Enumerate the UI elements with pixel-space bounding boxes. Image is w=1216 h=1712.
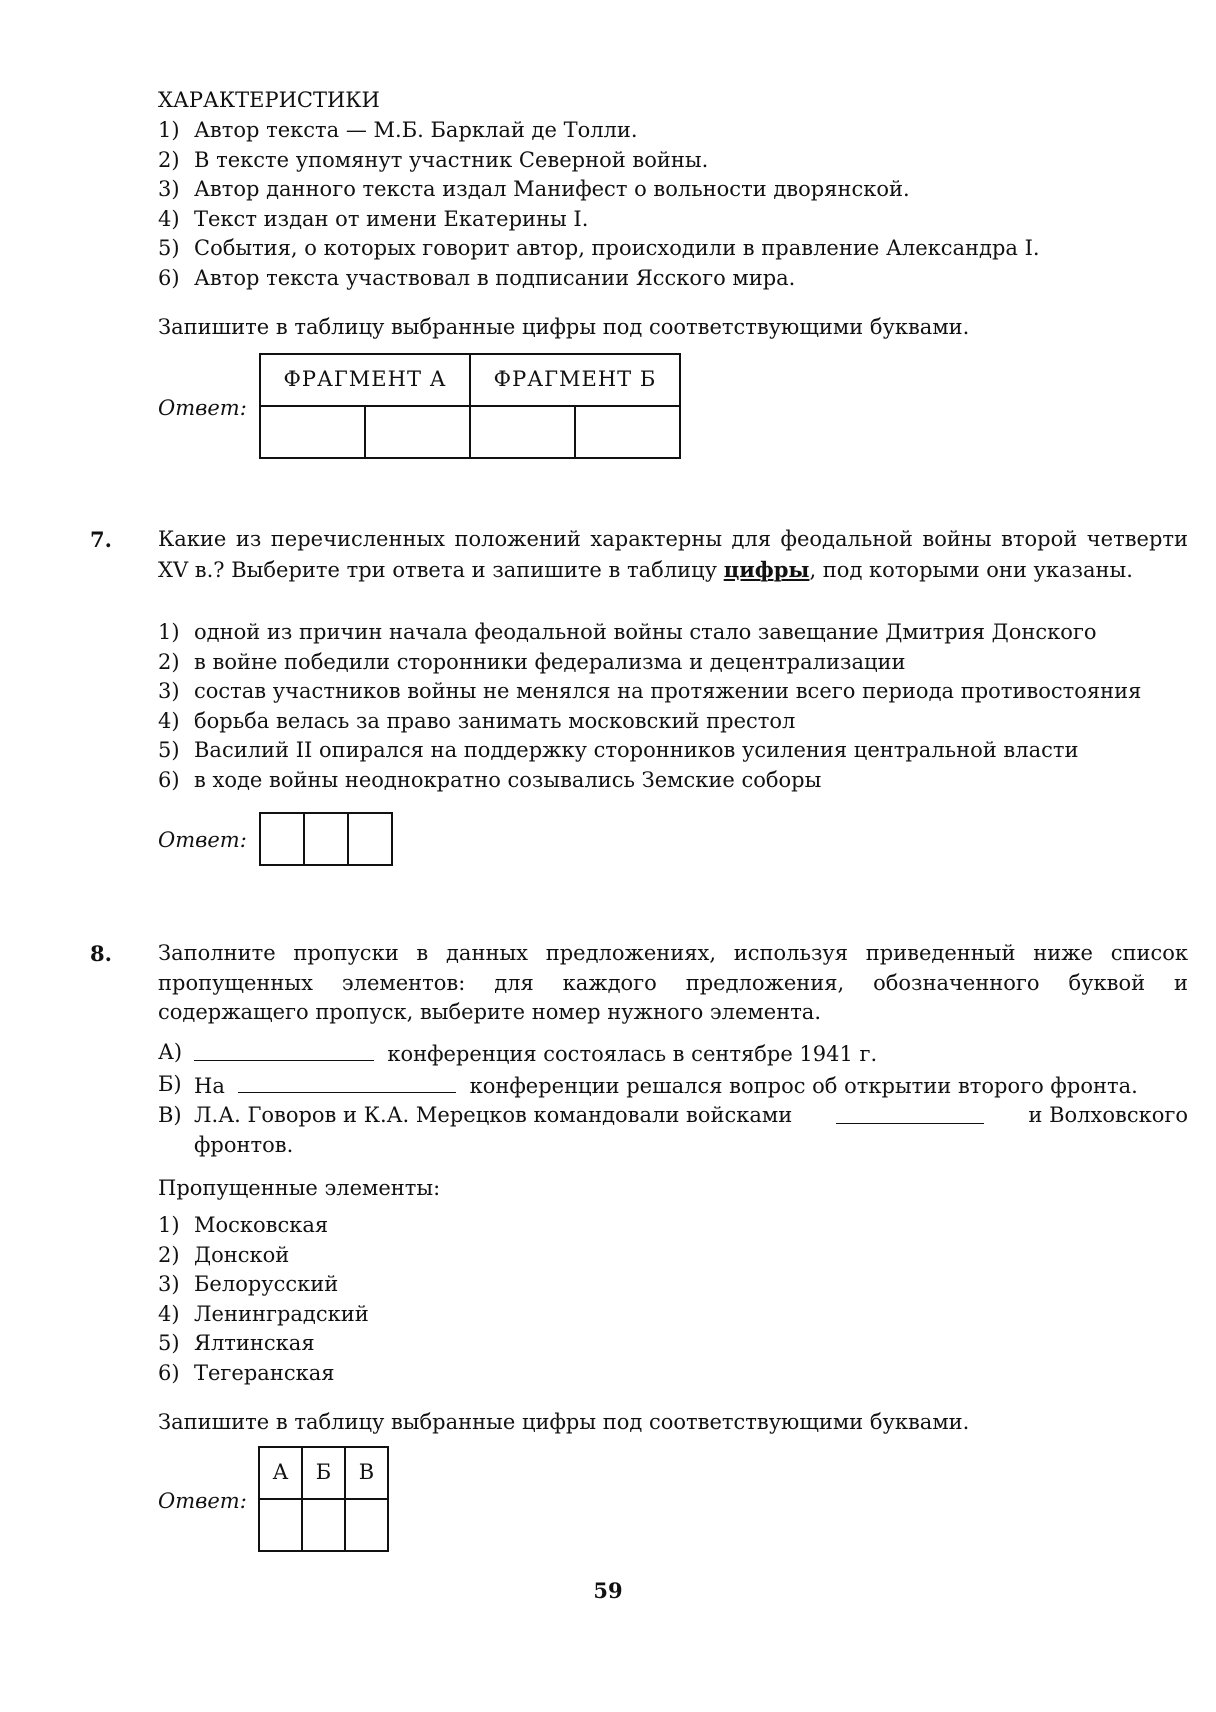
answer-cell[interactable] (260, 813, 304, 865)
answer-cell[interactable] (304, 813, 348, 865)
blank-c[interactable] (836, 1101, 984, 1124)
answer-cell[interactable] (260, 406, 365, 458)
answer-cell[interactable] (302, 1499, 345, 1551)
sentence-a: А) конференция состоялась в сентябре 1941 г. (158, 1040, 878, 1066)
question-7-options (158, 618, 1188, 795)
fragment-b-header: ФРАГМЕНТ Б (470, 354, 680, 406)
column-a-header: А (259, 1447, 302, 1499)
list-item: 6) Автор текста участвовал в подписании Ясского мира. (158, 265, 796, 290)
list-item: 1) Автор текста — М.Б. Барклай де Толли. (158, 118, 638, 142)
sentence-c-continuation: фронтов. (194, 1132, 294, 1157)
list-item: 2) В тексте упомянут участник Северной войны. (158, 147, 709, 172)
page-number: 59 (593, 1578, 623, 1603)
list-item: 4) Ленинградский (158, 1301, 369, 1326)
question-7-number: 7. (90, 527, 112, 552)
list-item: 5) Василий II опирался на поддержку сторонников усиления центральной власти (158, 738, 1079, 762)
elements-heading: Пропущенные элементы: (158, 1176, 441, 1200)
list-item: 5) События, о которых говорит автор, происходили в правление Александра I. (158, 236, 1040, 260)
answer-table-q7 (259, 812, 393, 866)
answer-cell[interactable] (470, 406, 575, 458)
list-item: 4) Текст издан от имени Екатерины I. (158, 206, 589, 231)
blank-a[interactable] (194, 1038, 374, 1061)
answer-label: Ответ: (158, 396, 247, 420)
answer-label: Ответ: (158, 828, 247, 852)
list-item: 3) Автор данного текста издал Манифест о вольности дворянской. (158, 177, 910, 201)
list-item: 5) Ялтинская (158, 1331, 315, 1355)
list-item: 1) одной из причин начала феодальной войны стало завещание Дмитрия Донского (158, 620, 1097, 644)
fragment-a-header: ФРАГМЕНТ А (260, 354, 470, 406)
sentence-c: В) Л.А. Говоров и К.А. Мерецков командовали войсками и Волховского (158, 1103, 1188, 1127)
list-item: 3) Белорусский (158, 1272, 339, 1296)
question-8-number: 8. (90, 941, 112, 966)
list-item: 2) в войне победили сторонники федерализма и децентрализации (158, 649, 906, 674)
answer-cell[interactable] (348, 813, 392, 865)
answer-table-fragments (259, 353, 681, 459)
answer-label: Ответ: (158, 1489, 247, 1513)
column-c-header: В (345, 1447, 388, 1499)
sentences (158, 1038, 1188, 1160)
q8-instruction: Запишите в таблицу выбранные цифры под соответствующими буквами. (158, 1410, 970, 1434)
column-b-header: Б (302, 1447, 345, 1499)
list-item: 4) борьба велась за право занимать московский престол (158, 708, 796, 733)
list-item: 3) состав участников войны не менялся на протяжении всего периода противостояния (158, 679, 1142, 703)
answer-cell[interactable] (345, 1499, 388, 1551)
answer-cell[interactable] (365, 406, 470, 458)
sentence-b: Б) На конференции решался вопрос об открытии второго фронта. (158, 1071, 1138, 1098)
elements-list (158, 1211, 1188, 1388)
answer-table-q8 (258, 1446, 389, 1552)
list-item: 2) Донской (158, 1242, 290, 1267)
answer-cell[interactable] (575, 406, 680, 458)
list-item: 6) Тегеранская (158, 1360, 335, 1385)
section6-instruction: Запишите в таблицу выбранные цифры под соответствующими буквами. (158, 315, 970, 339)
list-item: 6) в ходе войны неоднократно созывались Земские соборы (158, 767, 822, 792)
question-8-text: Заполните пропуски в данных предложениях, используя приведенный ниже список пропущенных элементов: для каждого предложения, обозначенного буквой и содержащего пропуск, выберите номер нужного элемента. (158, 941, 1188, 1024)
answer-cell[interactable] (259, 1499, 302, 1551)
question-7-text: Какие из перечисленных положений характерны для феодальной войны второй четверти XV в.? Выберите три ответа и запишите в таблицу цифры, под которыми они указаны. (158, 527, 1188, 582)
list-item: 1) Московская (158, 1213, 329, 1237)
characteristics-list (158, 116, 1188, 293)
blank-b[interactable] (238, 1070, 456, 1093)
characteristics-heading: ХАРАКТЕРИСТИКИ (158, 88, 380, 112)
